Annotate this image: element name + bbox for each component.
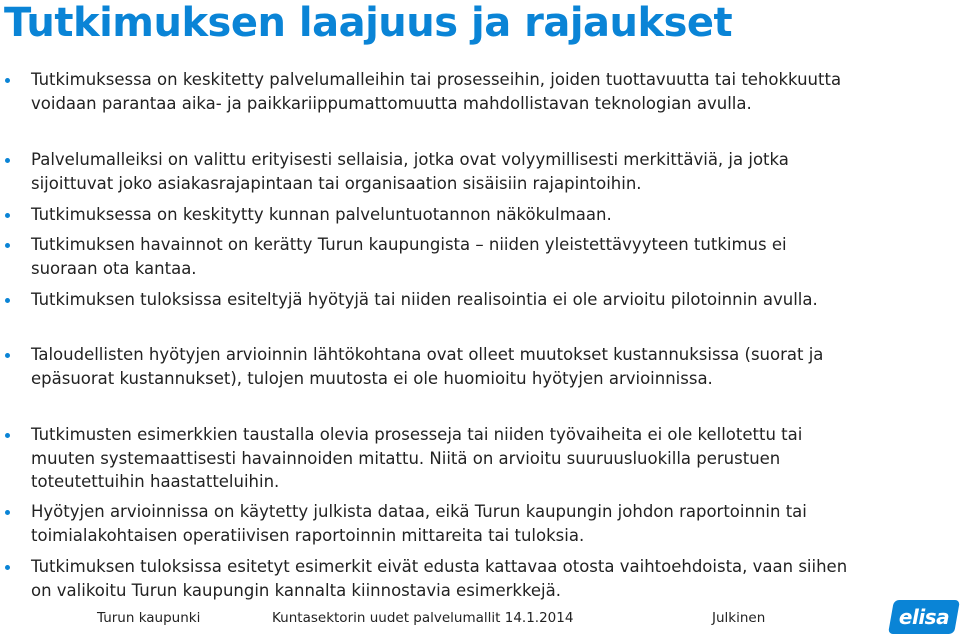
slide-title: Tutkimuksen laajuus ja rajaukset	[4, 0, 733, 46]
bullet-dot-icon	[5, 433, 10, 438]
bullet-dot-icon	[5, 243, 10, 248]
bullet-dot-icon	[5, 353, 10, 358]
bullet-text: Tutkimuksen tuloksissa esiteltyjä hyötyjä tai niiden realisointia ei ole arvioitu pilotoinnin avulla.	[31, 290, 818, 309]
bullet-text: Tutkimuksessa on keskitytty kunnan palveluntuotannon näkökulmaan.	[31, 205, 612, 224]
bullet-text: Tutkimuksen havainnot on kerätty Turun kaupungista – niiden yleistettävyyteen tutkimus ei suoraan ota kantaa.	[31, 235, 787, 278]
logo-text: elisa	[898, 605, 950, 629]
slide-footer	[0, 607, 960, 641]
bullet-text: Tutkimuksessa on keskitetty palvelumalleihin tai prosesseihin, joiden tuottavuutta tai tehokkuutta voidaan parantaa aika- ja paikkariippumattomuutta mahdollistavan teknologian avulla.	[31, 70, 842, 113]
bullet-dot-icon	[5, 565, 10, 570]
footer-presentation: Kuntasektorin uudet palvelumallit 14.1.2014	[272, 610, 574, 626]
footer-organization: Turun kaupunki	[97, 610, 201, 626]
bullet-text: Taloudellisten hyötyjen arvioinnin lähtökohtana ovat olleet muutokset kustannuksissa (suorat ja epäsuorat kustannukset), tulojen muutosta ei ole huomioitu hyötyjen arvioinnissa.	[31, 345, 824, 388]
bullet-dot-icon	[5, 213, 10, 218]
bullet-text: Palvelumalleiksi on valittu erityisesti sellaisia, jotka ovat volyymillisesti merkittäviä, ja jotka sijoittuvat joko asiakasrajapintaan tai organisaation sisäisiin rajapintoihin.	[31, 150, 789, 193]
bullet-dot-icon	[5, 78, 10, 83]
footer-classification: Julkinen	[712, 610, 766, 626]
bullet-dot-icon	[5, 158, 10, 163]
bullet-dot-icon	[5, 510, 10, 515]
elisa-logo	[888, 600, 960, 634]
bullet-text: Tutkimuksen tuloksissa esitetyt esimerkit eivät edusta kattavaa otosta vaihtoehdoista, vaan siihen on valikoitu Turun kaupungin kannalta kiinnostavia esimerkkejä.	[31, 557, 848, 600]
bullet-text: Hyötyjen arvioinnissa on käytetty julkista dataa, eikä Turun kaupungin johdon raportoinnin tai toimialakohtaisen operatiivisen raportoinnin mittareita tai tuloksia.	[31, 502, 807, 545]
bullet-text: Tutkimusten esimerkkien taustalla olevia prosesseja tai niiden työvaiheita ei ole kellotettu tai muuten systemaattisesti havainnoiden mitattu. Niitä on arvioitu suuruusluokilla perustuen toteutettuihin haastatteluihin.	[31, 425, 803, 491]
bullet-dot-icon	[5, 298, 10, 303]
